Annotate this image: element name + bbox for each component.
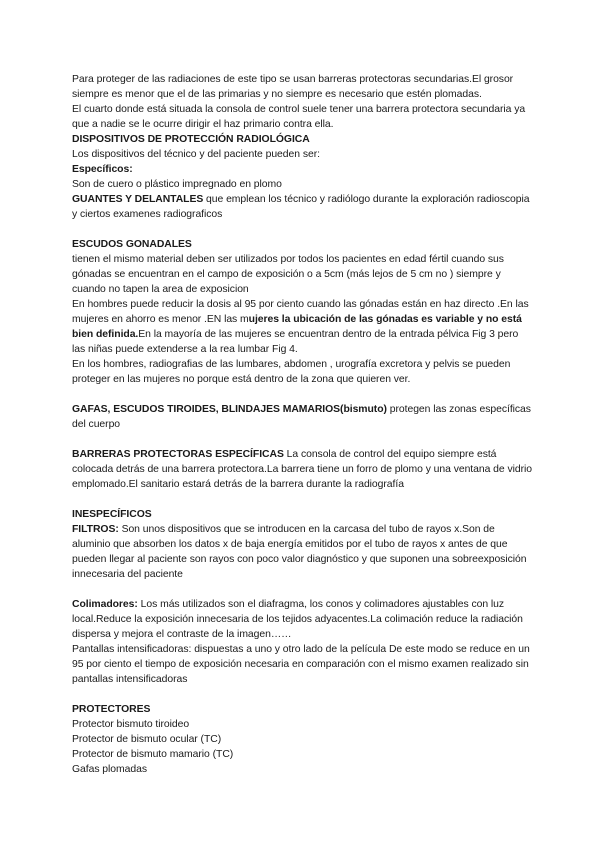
list-item: Gafas plomadas: [72, 764, 147, 775]
paragraph-dispositivos-intro: Los dispositivos del técnico y del paciente pueden ser:: [72, 149, 320, 160]
list-item: Protector bismuto tiroideo: [72, 719, 190, 730]
heading-inespecificos: INESPECÍFICOS: [72, 509, 152, 520]
paragraph-hombres-dosis: [72, 297, 534, 357]
spacer: [72, 687, 534, 702]
guantes-label: GUANTES Y DELANTALES: [72, 194, 204, 205]
gafas-label: GAFAS, ESCUDOS TIROIDES, BLINDAJES MAMARIOS(bismuto): [72, 404, 387, 415]
barreras-label: BARRERAS PROTECTORAS ESPECÍFICAS: [72, 449, 284, 460]
paragraph-guantes: [72, 192, 534, 222]
list-item: Protector de bismuto mamario (TC): [72, 749, 234, 760]
paragraph-filtros: [72, 522, 534, 582]
paragraph-colimadores: [72, 597, 534, 642]
heading-protectores: PROTECTORES: [72, 704, 151, 715]
paragraph-barreras-secundarias: Para proteger de las radiaciones de este tipo se usan barreras protectoras secundarias.El grosor siempre es menor que el de las primarias y no siempre es necesario que estén plomadas.: [72, 74, 514, 100]
dosis-text-bold: ujeres la ubicación de las gónadas es variable y no está bien definida.: [72, 314, 522, 340]
spacer: [72, 432, 534, 447]
guantes-text: que emplean los técnico y radiólogo durante la exploración radioscopia y ciertos examenes radiograficos: [72, 194, 530, 220]
spacer: [72, 492, 534, 507]
colimadores-label: Colimadores:: [72, 599, 138, 610]
gafas-text: protegen las zonas específicas del cuerpo: [72, 404, 531, 430]
document-body: [72, 72, 534, 777]
spacer: [72, 387, 534, 402]
dosis-text-a: En hombres puede reducir la dosis al 95 por ciento cuando las gónadas están en haz directo .En las mujeres en ahorro es menor .EN las m: [72, 299, 529, 325]
heading-escudos-gonadales: ESCUDOS GONADALES: [72, 239, 192, 250]
filtros-text: Son unos dispositivos que se introducen en la carcasa del tubo de rayos x.Son de aluminio que absorben los datos x de baja energía emitidos por el tubo de rayos x antes de que pueden llegar al paciente son rayos con poco valor diagnóstico y que suponen una sobreexposición innecesaria del paciente: [72, 524, 527, 580]
paragraph-hombres-radiografias: En los hombres, radiografias de las lumbares, abdomen , urografía excretora y pelvis se pueden proteger en las mujeres no porque está dentro de la zona que quieren ver.: [72, 359, 511, 385]
list-item: Protector de bismuto ocular (TC): [72, 734, 222, 745]
barreras-text: La consola de control del equipo siempre está colocada detrás de una barrera protectora.La barrera tiene un forro de plomo y una ventana de vidrio emplomado.El sanitario estará detrás de la barrera durante la radiografía: [72, 449, 532, 490]
paragraph-barreras-especificas: [72, 447, 534, 492]
spacer: [72, 582, 534, 597]
paragraph-consola-control: El cuarto donde está situada la consola de control suele tener una barrera protectora secundaria ya que a nadie se le ocurre dirigir el haz primario contra ella.: [72, 104, 526, 130]
paragraph-gafas-escudos: [72, 402, 534, 432]
paragraph-cuero-plomo: Son de cuero o plástico impregnado en plomo: [72, 179, 282, 190]
spacer: [72, 222, 534, 237]
colimadores-text: Los más utilizados son el diafragma, los conos y colimadores ajustables con luz local.Reduce la exposición innecesaria de los tejidos adyacentes.La colimación reduce la radiación dispersa y mejora el contraste de la imagen……: [72, 599, 523, 640]
paragraph-pantallas: Pantallas intensificadoras: dispuestas a uno y otro lado de la película De este modo se reduce en un 95 por ciento el tiempo de exposición necesaria en comparación con el mismo examen realizado sin pantallas intensificadoras: [72, 644, 530, 685]
dosis-text-c: En la mayoría de las mujeres se encuentran dentro de la entrada pélvica Fig 3 pero las niñas puede extenderse a la rea lumbar Fig 4.: [72, 329, 519, 355]
filtros-label: FILTROS:: [72, 524, 119, 535]
heading-dispositivos: DISPOSITIVOS DE PROTECCIÓN RADIOLÓGICA: [72, 134, 310, 145]
heading-especificos: Específicos:: [72, 164, 133, 175]
paragraph-escudos-material: tienen el mismo material deben ser utilizados por todos los pacientes en edad fértil cuando sus gónadas se encuentran en el campo de exposición o a 5cm (más lejos de 5 cm no ) siempre y cuando no tapen la area de exposicion: [72, 254, 504, 295]
